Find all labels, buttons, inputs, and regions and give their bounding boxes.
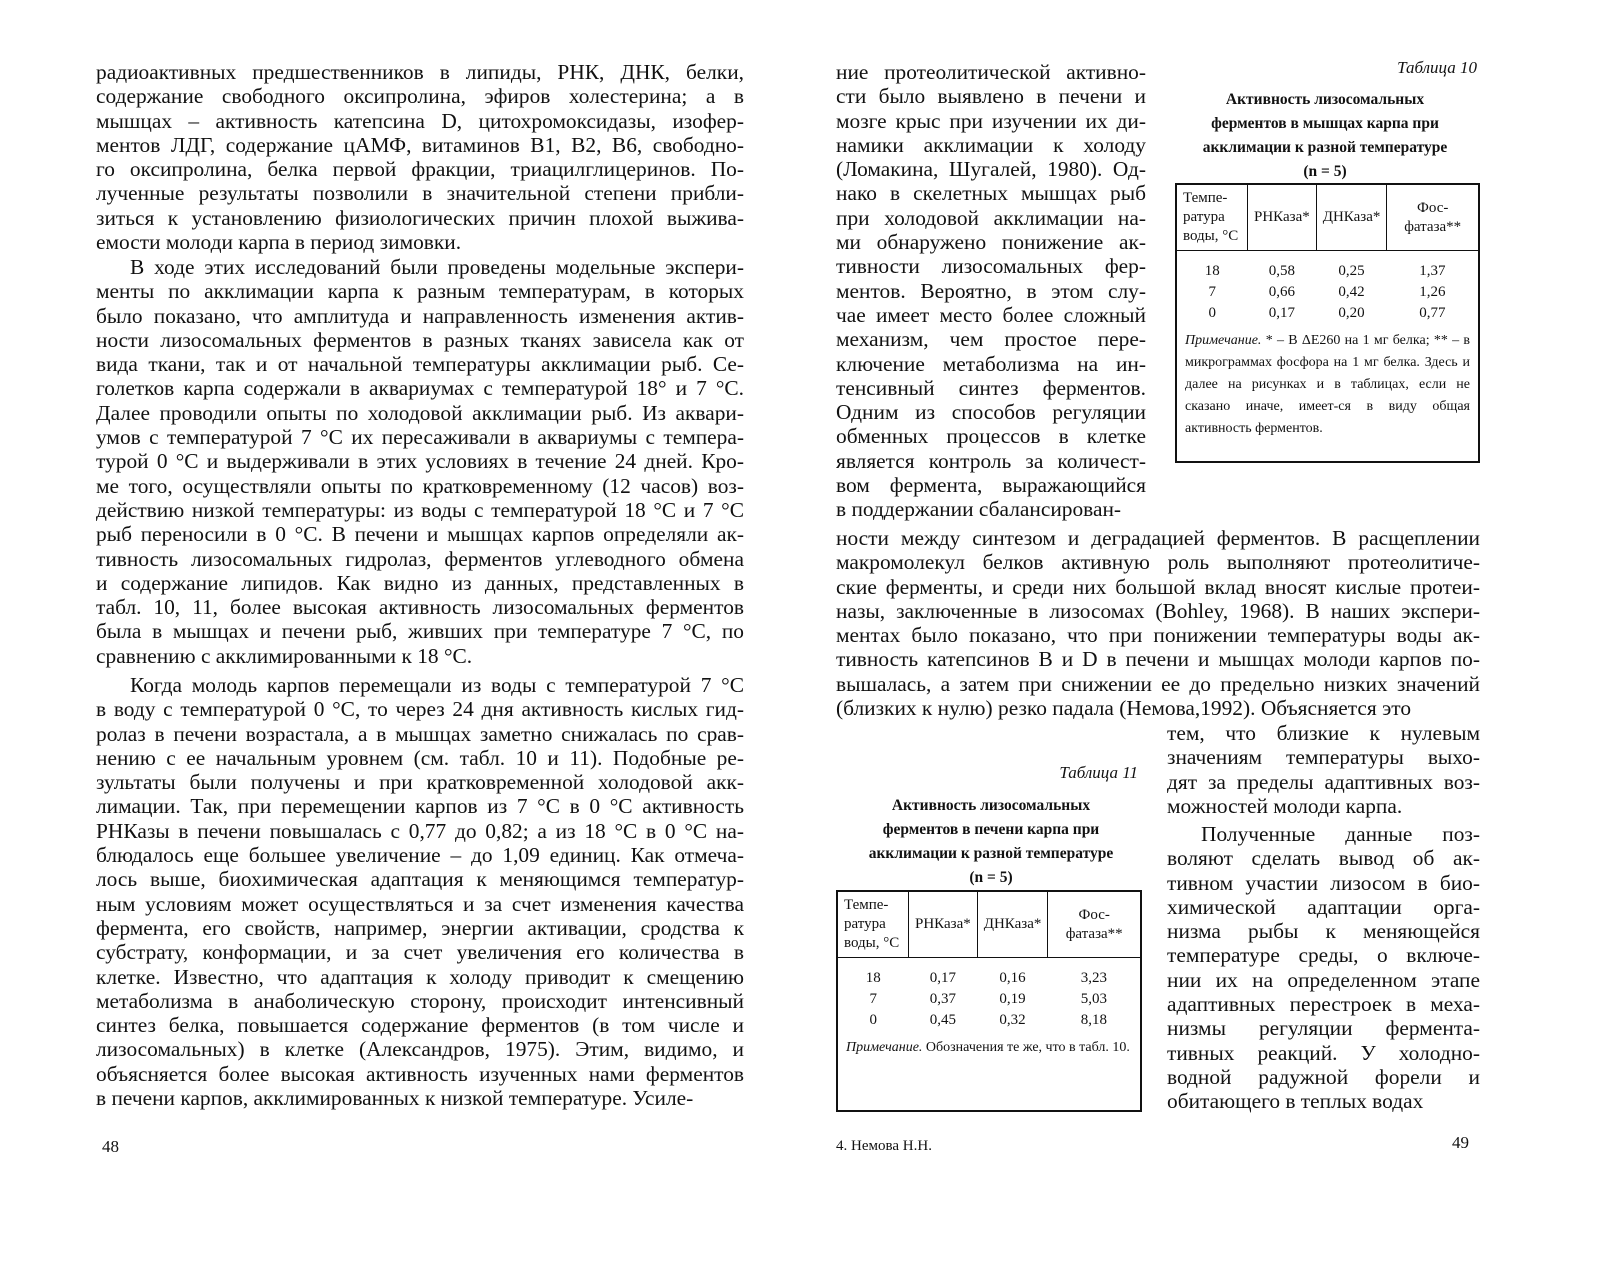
text-line: (Ломакина, Шугалей, 1980). Од- xyxy=(836,157,1146,182)
text-line: Когда молодь карпов перемещали из воды с температурой 7 °С xyxy=(130,673,744,697)
text-line: чае имеет место более сложный xyxy=(836,302,1146,327)
table-row xyxy=(838,989,1140,1010)
text-line: тивность лизосомальных гидролаз, ферментов углеводного обмена xyxy=(96,546,744,571)
text-line: тивном участии лизосом в био- xyxy=(1167,870,1480,895)
text-line: блюдалось еще большее увеличение – до 1,09 единиц. Как отмеча- xyxy=(96,843,744,868)
table-cell: 0,19 xyxy=(999,991,1026,1007)
text-line: тем, что близкие к нулевым xyxy=(1167,721,1480,745)
text-line: мозге крыс при изучении их ди- xyxy=(836,108,1146,133)
table-row xyxy=(1177,251,1478,283)
text-line: была в мышцах и печени рыб, живших при температуре 7 °С, по xyxy=(96,619,744,644)
text-line: при холодовой акклимации на- xyxy=(836,205,1146,230)
text-line: голетков карпа содержали в аквариумах с температурой 18° и 7 °С. xyxy=(96,376,744,401)
text-line: ности между синтезом и деградацией ферментов. В расщеплении xyxy=(836,526,1480,550)
table-cell: 0,20 xyxy=(1338,305,1365,321)
text-line: го оксипролина, белка первой фракции, триацилглицеринов. По- xyxy=(96,157,744,182)
text-line: значениям температуры выхо- xyxy=(1167,745,1480,770)
table11-header-dnase: ДНКаза* xyxy=(977,892,1048,958)
text-line: намики акклимации к холоду xyxy=(836,132,1146,157)
text-line: сти было выявлено в печени и xyxy=(836,84,1146,109)
text-line: лученные результаты позволили в значительной степени прибли- xyxy=(96,181,744,206)
text-line: менты по акклимации карпа к разным температурам, в которых xyxy=(96,279,744,304)
table11-note xyxy=(838,1031,1140,1065)
text-line: тенсивный синтез ферментов. xyxy=(836,375,1146,400)
text-line: было показано, что амплитуда и направленность изменения актив- xyxy=(96,303,744,328)
text-line: зультаты были получены и при кратковременной холодовой акк- xyxy=(96,770,744,795)
text-line: ментах было показано, что при понижении температуры воды ак- xyxy=(836,623,1480,648)
text-line: табл. 10, 11, более высокая активность лизосомальных ферментов xyxy=(96,595,744,620)
text-line: емости молоди карпа в период зимовки. xyxy=(96,230,462,255)
right-bottom-column-1 xyxy=(1167,721,1480,818)
text-line: нению с ее начальным уровнем (см. табл. 10 и 11). Подобные ре- xyxy=(96,745,744,770)
text-line: нако в скелетных мышцах рыб xyxy=(836,181,1146,206)
page-number-right: 49 xyxy=(1452,1133,1469,1152)
text-line: лось выше, биохимическая адаптация к меняющимся температур- xyxy=(96,867,744,892)
text-line: синтез белка, повышается содержание ферментов (в том числе и xyxy=(96,1013,744,1038)
text-line: субстрату, конформации, и за счет увеличения его количества в xyxy=(96,940,744,965)
text-line: механизм, чем простое пере- xyxy=(836,327,1146,352)
right-bottom-column-2 xyxy=(1167,822,1480,1114)
text-line: ментов. Вероятно, в этом слу- xyxy=(836,278,1146,303)
text-line: фермента, его свойств, например, энергии активации, сродства к xyxy=(96,915,744,940)
text-line: сравнению с акклимированными к 18 °С. xyxy=(96,643,473,668)
table10-header-rnase: РНКаза* xyxy=(1248,185,1317,251)
text-line: Одним из способов регуляции xyxy=(836,400,1146,425)
table-cell: 0,17 xyxy=(929,970,956,986)
right-full-width-text xyxy=(836,526,1480,720)
text-line: и содержание липидов. Как видно из данных, представленных в xyxy=(96,570,744,595)
text-line: рыб переносили в 0 °С. В печени и мышцах карпов определяли ак- xyxy=(96,522,744,547)
table11-note-label: Примечание. xyxy=(846,1040,923,1055)
table-cell: 5,03 xyxy=(1080,991,1108,1007)
text-line: лизосомальных) в клетке (Александров, 1975). Этим, видимо, и xyxy=(96,1037,744,1062)
text-line: химической адаптации орга- xyxy=(1167,894,1480,919)
table-cell: 0,25 xyxy=(1338,263,1365,279)
table-cell: 0,37 xyxy=(929,991,956,1007)
table11-header-row xyxy=(838,892,1140,958)
text-line: ным условиям может осуществляться и за счет изменения качества xyxy=(96,891,744,916)
table-cell: 0,66 xyxy=(1268,284,1295,300)
text-line: вида ткани, так и от начальной температуры акклимации рыб. Се- xyxy=(96,352,744,377)
text-line: содержание свободного оксипролина, эфиров холестерина; а в xyxy=(96,84,744,109)
text-line: ми обнаружено понижение ак- xyxy=(836,230,1146,255)
text-line: низмы регуляции фермента- xyxy=(1167,1016,1480,1041)
table-cell: 1,26 xyxy=(1419,284,1446,300)
text-line: ме того, осуществляли опыты по кратковременному (12 часов) воз- xyxy=(96,473,744,498)
text-line: дят за пределы адаптивных воз- xyxy=(1167,769,1480,794)
table-cell: 7 xyxy=(869,991,877,1007)
text-line: ние протеолитической активно- xyxy=(836,60,1146,84)
table-cell: 3,23 xyxy=(1080,970,1108,986)
text-line: В ходе этих исследований были проведены модельные экспери- xyxy=(130,255,744,279)
left-paragraph-1 xyxy=(96,60,744,254)
text-line: объясняется более высокая активность изученных нами ферментов xyxy=(96,1061,744,1086)
text-line: Полученные данные поз- xyxy=(1201,822,1480,846)
text-line: ролаз в печени возрастала, а в мышцах заметно снижалась по срав- xyxy=(96,721,744,746)
text-line: умов с температурой 7 °С их пересаживали в аквариумы с темпера- xyxy=(96,425,744,450)
text-line: метаболизма в анаболическую сторону, происходит интенсивный xyxy=(96,988,744,1013)
table10-caption: Таблица 10 xyxy=(1397,58,1477,77)
table-cell: 7 xyxy=(1208,284,1216,300)
table-row xyxy=(838,958,1140,990)
table-row xyxy=(1177,282,1478,303)
text-line: температуре среды, о включе- xyxy=(1167,943,1480,968)
text-line: ключение метаболизма на ин- xyxy=(836,351,1146,376)
text-line: лимации. Так, при перемещении карпов из 7 °С в 0 °С активность xyxy=(96,794,744,819)
table-cell: 0,58 xyxy=(1268,263,1295,279)
table11-caption: Таблица 11 xyxy=(1059,763,1138,782)
text-line: РНКазы в печени повышалась с 0,77 до 0,82; а из 18 °С в 0 °С на- xyxy=(96,818,744,843)
text-line: тивность катепсинов В и D в печени и мышцах молоди карпов по- xyxy=(836,647,1480,672)
text-line: воляют сделать вывод об ак- xyxy=(1167,846,1480,871)
table11-note-text: Обозначения те же, что в табл. 10. xyxy=(925,1040,1130,1055)
text-line: в воду с температурой 0 °С, то через 24 дня активность кислых гид- xyxy=(96,697,744,722)
text-line: водной радужной форели и xyxy=(1167,1064,1480,1089)
table10-note-text: * – В ΔE260 на 1 мг белка; ** – в микрограммах фосфора на 1 мг белка. Здесь и далее на рисунках и в таблицах, если не сказано иначе, имеет-ся в виду общая активность ферментов. xyxy=(1185,333,1470,436)
text-line: вом фермента, выражающийся xyxy=(836,473,1146,498)
table11-header-rnase: РНКаза* xyxy=(909,892,978,958)
table10-header-dnase: ДНКаза* xyxy=(1316,185,1387,251)
text-line: адаптивных перестроек в меха- xyxy=(1167,992,1480,1017)
text-line: зиться к установлению физиологических причин плохой выжива- xyxy=(96,205,744,230)
table11-title: Активность лизосомальных ферментов в печени карпа при акклимации к разной температуре (n = 5) xyxy=(868,797,1114,886)
text-line: (близких к нулю) резко падала (Немова,1992). Объясняется это xyxy=(836,696,1412,721)
text-line: макромолекул белков активную роль выполняют протеолитиче- xyxy=(836,550,1480,575)
left-paragraph-3 xyxy=(96,673,744,1110)
text-line: радиоактивных предшественников в липиды, РНК, ДНК, белки, xyxy=(96,60,744,84)
text-line: действию низкой температуры: из воды с температурой 18 °С и 7 °С xyxy=(96,497,744,522)
text-line: тивности лизосомальных фер- xyxy=(836,254,1146,279)
table-cell: 1,37 xyxy=(1419,263,1446,279)
text-line: в поддержании сбалансирован- xyxy=(836,497,1122,522)
table10-header-temp: Темпе-ратура воды, °С xyxy=(1177,185,1248,251)
table10-note-label: Примечание. xyxy=(1185,333,1262,348)
text-line: тивных реакций. У холодно- xyxy=(1167,1040,1480,1065)
table-cell: 0 xyxy=(1208,305,1216,321)
right-page xyxy=(800,0,1600,1263)
table11-grid xyxy=(838,892,1140,1031)
table10-grid xyxy=(1177,185,1478,324)
text-line: ментов ЛДГ, содержание цАМФ, витаминов B1, B2, B6, свободно- xyxy=(96,132,744,157)
text-line: низма рыбы к меняющейся xyxy=(1167,919,1480,944)
table-cell: 0 xyxy=(869,1012,877,1028)
text-line: клетке. Известно, что адаптация к холоду приводит к смещению xyxy=(96,964,744,989)
table-cell: 18 xyxy=(865,970,881,986)
page-number-left: 48 xyxy=(102,1137,119,1156)
table11 xyxy=(836,890,1142,1112)
table10 xyxy=(1175,183,1480,463)
table-cell: 0,17 xyxy=(1268,305,1295,321)
table-cell: 18 xyxy=(1204,263,1220,279)
text-line: обитающего в теплых водах xyxy=(1167,1089,1424,1114)
text-line: обменных процессов в клетке xyxy=(836,424,1146,449)
footer-author: 4. Немова Н.Н. xyxy=(836,1138,932,1154)
text-line: нии их на определенном этапе xyxy=(1167,967,1480,992)
right-narrow-column xyxy=(836,60,1146,522)
table-cell: 0,42 xyxy=(1338,284,1365,300)
table-row xyxy=(838,1010,1140,1031)
table11-header-temp: Темпе-ратура воды, °С xyxy=(838,892,909,958)
text-line: ности лизосомальных ферментов в разных тканях зависела как от xyxy=(96,327,744,352)
table-cell: 0,32 xyxy=(999,1012,1026,1028)
table10-note xyxy=(1177,324,1478,446)
table-cell: 0,16 xyxy=(999,970,1026,986)
table-row xyxy=(1177,303,1478,324)
text-line: турой 0 °С и выдерживали в этих условиях в течение 24 дней. Кро- xyxy=(96,449,744,474)
table-cell: 0,45 xyxy=(929,1012,956,1028)
table10-title: Активность лизосомальных ферментов в мышцах карпа при акклимации к разной температуре (n = 5) xyxy=(1202,91,1448,180)
table11-header-phosphatase: Фос-фатаза** xyxy=(1048,892,1140,958)
left-paragraph-2 xyxy=(96,255,744,668)
table10-header-phosphatase: Фос-фатаза** xyxy=(1387,185,1478,251)
text-line: вышалась, а затем при снижении ее до предельно низких значений xyxy=(836,671,1480,696)
text-line: Далее проводили опыты по холодовой акклимации рыб. Из аквари- xyxy=(96,400,744,425)
text-line: ские ферменты, и среди них большой вклад вносят кислые протеи- xyxy=(836,574,1480,599)
table-cell: 8,18 xyxy=(1080,1012,1108,1028)
text-line: мышцах – активность катепсина D, цитохромоксидазы, изофер- xyxy=(96,108,744,133)
text-line: назы, заключенные в лизосомах (Bohley, 1968). В наших экспери- xyxy=(836,598,1480,623)
table10-header-row xyxy=(1177,185,1478,251)
table-cell: 0,77 xyxy=(1419,305,1446,321)
text-line: в печени карпов, акклимированных к низкой температуре. Усиле- xyxy=(96,1086,694,1111)
text-line: является контроль за количест- xyxy=(836,448,1146,473)
text-line: можностей молоди карпа. xyxy=(1167,793,1403,818)
